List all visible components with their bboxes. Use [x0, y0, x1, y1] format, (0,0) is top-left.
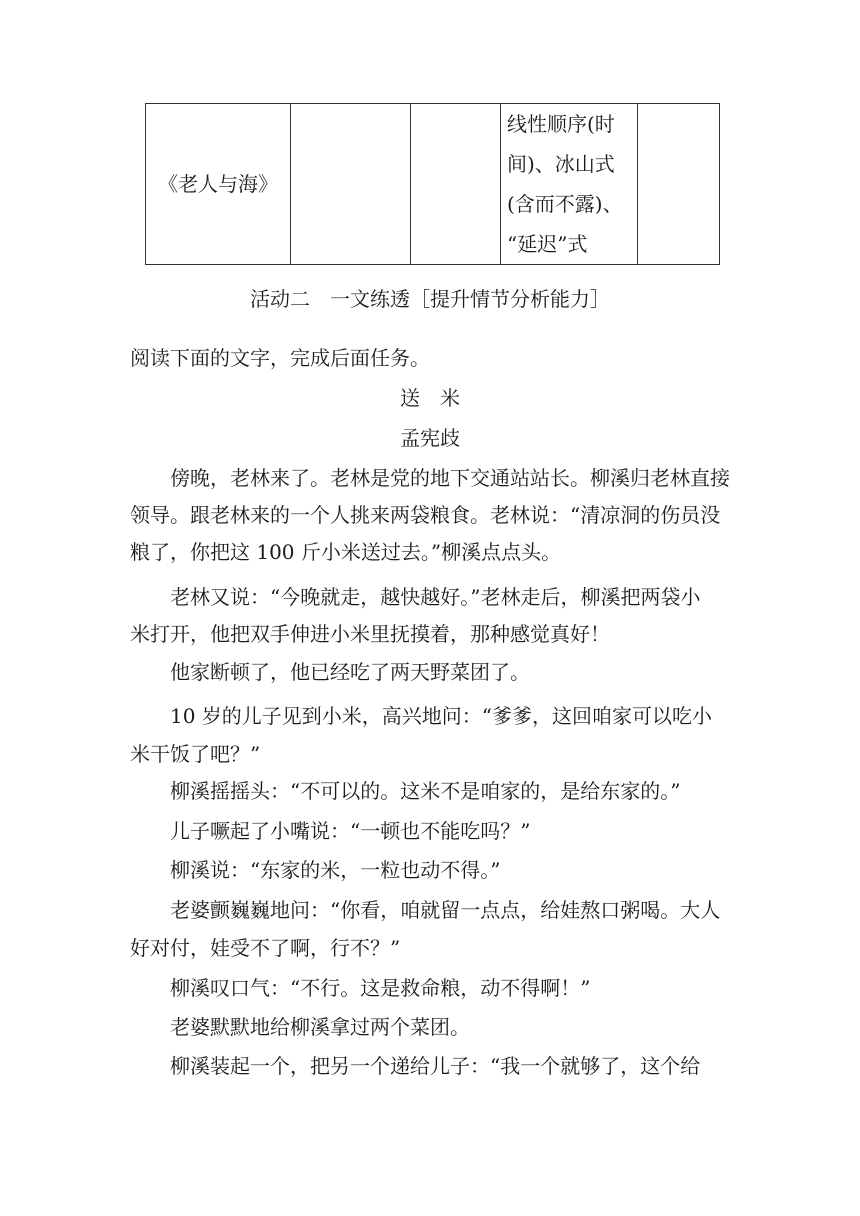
story-line: 老婆默默地给柳溪拿过两个菜团。 — [130, 1015, 470, 1039]
story-line: 老婆颤巍巍地问：“你看，咱就留一点点，给娃熬口粥喝。大人 — [130, 898, 721, 922]
story-line: 10 岁的儿子见到小米，高兴地问：“爹爹，这回咱家可以吃小 — [130, 704, 713, 728]
empty-cell — [411, 104, 501, 265]
story-line: 柳溪说：“东家的米，一粒也动不得。” — [130, 858, 501, 882]
story-line: 柳溪摇摇头：“不可以的。这米不是咱家的，是给东家的。” — [130, 779, 681, 803]
summary-table — [145, 103, 720, 265]
story-line: 儿子噘起了小嘴说：“一顿也不能吃吗？” — [130, 819, 531, 843]
structure-line: “延迟”式 — [507, 232, 588, 256]
structure-cell — [501, 104, 638, 265]
structure-line: (含而不露)、 — [507, 192, 623, 216]
story-line: 领导。跟老林来的一个人挑来两袋粮食。老林说：“清凉洞的伤员没 — [130, 503, 721, 527]
work-title-cell: 《老人与海》 — [146, 104, 291, 265]
empty-cell — [638, 104, 720, 265]
story-line: 米干饭了吧？” — [130, 742, 261, 766]
story-line: 米打开，他把双手伸进小米里抚摸着，那种感觉真好！ — [130, 622, 610, 646]
story-line: 粮了，你把这 100 斤小米送过去。”柳溪点点头。 — [130, 540, 562, 564]
story-line: 傍晚，老林来了。老林是党的地下交通站站长。柳溪归老林直接 — [130, 466, 730, 490]
story-line: 老林又说：“今晚就走，越快越好。”老林走后，柳溪把两袋小 — [130, 585, 701, 609]
table-row — [146, 104, 720, 265]
structure-line: 线性顺序(时 — [507, 112, 615, 136]
story-title: 送 米 — [400, 386, 460, 410]
structure-line: 间)、冰山式 — [507, 152, 615, 176]
story-line: 柳溪叹口气：“不行。这是救命粮，动不得啊！” — [130, 976, 591, 1000]
empty-cell — [291, 104, 411, 265]
story-line: 好对付，娃受不了啊，行不？” — [130, 936, 401, 960]
instruction-text: 阅读下面的文字，完成后面任务。 — [130, 346, 430, 370]
story-author: 孟宪歧 — [400, 426, 460, 450]
activity-heading: 活动二 一文练透［提升情节分析能力］ — [250, 287, 610, 311]
story-line: 他家断顿了，他已经吃了两天野菜团了。 — [130, 660, 530, 684]
story-line: 柳溪装起一个，把另一个递给儿子：“我一个就够了，这个给 — [130, 1054, 701, 1078]
